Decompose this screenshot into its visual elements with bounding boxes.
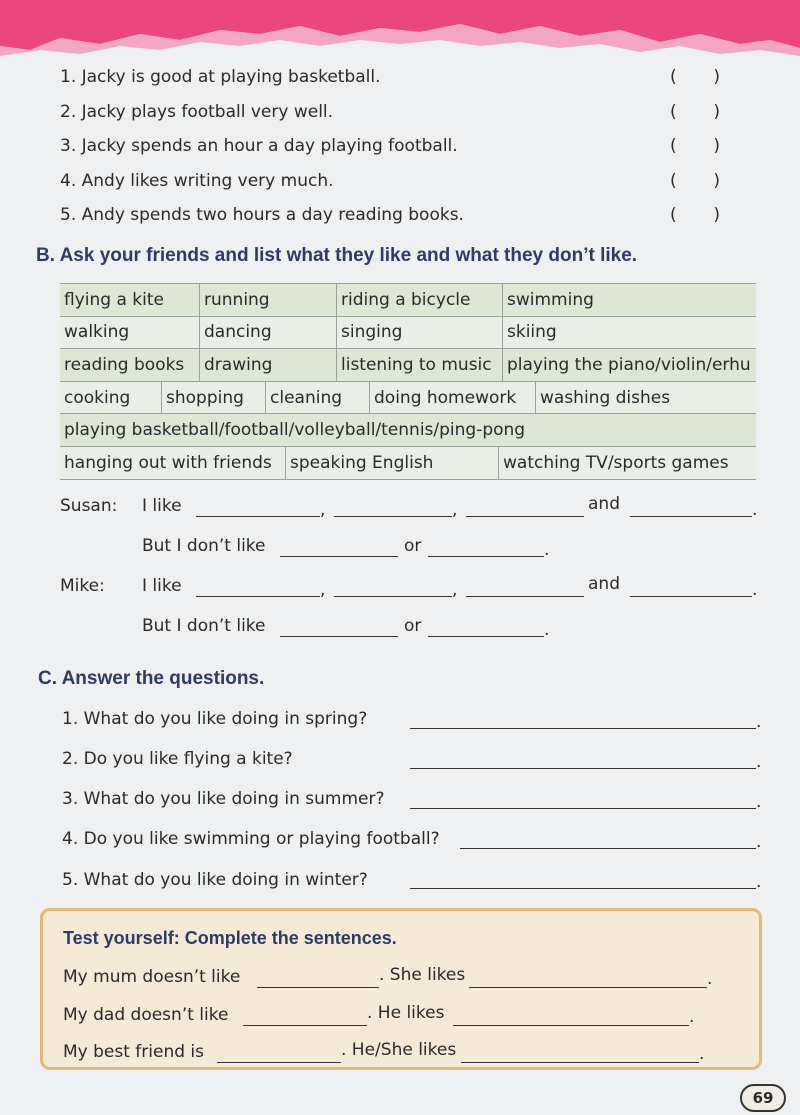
statement-row xyxy=(60,95,720,130)
answer-bracket[interactable]: ( ) xyxy=(670,101,720,122)
blank-line[interactable] xyxy=(630,596,752,597)
table-row xyxy=(60,414,756,447)
table-cell: doing homework xyxy=(370,382,536,414)
table-row xyxy=(60,349,756,382)
or-label: or xyxy=(404,616,422,636)
table-cell: cooking xyxy=(60,382,162,414)
table-cell: shopping xyxy=(162,382,266,414)
period: . xyxy=(544,540,550,560)
table-cell: playing basketball/football/volleyball/tennis/ping-pong xyxy=(64,420,526,441)
table-row xyxy=(60,317,756,350)
speaker-mike: Mike: xyxy=(60,576,105,596)
period: . xyxy=(756,832,762,852)
table-cell: hanging out with friends xyxy=(60,447,286,479)
sentence-mid: . He likes xyxy=(367,1003,445,1023)
answer-line[interactable] xyxy=(460,848,756,849)
table-cell: playing the piano/violin/erhu xyxy=(507,354,751,375)
blank-line[interactable] xyxy=(428,556,544,557)
activity-table xyxy=(60,283,756,480)
but-dont-like-label: But I don’t like xyxy=(142,616,266,636)
table-cell: walking xyxy=(60,317,200,349)
table-row xyxy=(60,447,756,480)
table-cell: speaking English xyxy=(286,447,499,479)
period: . xyxy=(756,752,762,772)
sentence-start: My dad doesn’t like xyxy=(63,1005,229,1025)
statement-row xyxy=(60,129,720,164)
question-text: 3. What do you like doing in summer? xyxy=(62,789,385,809)
comma: , xyxy=(320,500,326,520)
table-cell: cleaning xyxy=(266,382,370,414)
test-yourself-title: Test yourself: Complete the sentences. xyxy=(63,928,397,948)
blank-line[interactable] xyxy=(334,516,452,517)
table-cell: skiing xyxy=(507,322,557,343)
section-b-title: B. Ask your friends and list what they like and what they don’t like. xyxy=(36,245,638,266)
period: . xyxy=(699,1044,705,1064)
table-cell: swimming xyxy=(507,289,594,310)
blank-line[interactable] xyxy=(469,987,707,988)
and-label: and xyxy=(588,494,620,514)
but-dont-like-label: But I don’t like xyxy=(142,536,266,556)
sentence-mid: . She likes xyxy=(379,965,466,985)
table-cell: running xyxy=(200,284,337,316)
test-yourself-box xyxy=(40,908,762,1070)
statement-row xyxy=(60,164,720,199)
question-text: 2. Do you like flying a kite? xyxy=(62,749,293,769)
page-number: 69 xyxy=(740,1084,786,1112)
blank-line[interactable] xyxy=(466,516,584,517)
comma: , xyxy=(452,500,458,520)
answer-line[interactable] xyxy=(410,768,756,769)
blank-line[interactable] xyxy=(257,987,379,988)
blank-line[interactable] xyxy=(280,636,398,637)
table-cell: riding a bicycle xyxy=(337,284,503,316)
table-cell: flying a kite xyxy=(60,284,200,316)
table-row xyxy=(60,382,756,415)
question-text: 5. What do you like doing in winter? xyxy=(62,870,368,890)
period: . xyxy=(756,792,762,812)
and-label: and xyxy=(588,574,620,594)
comma: , xyxy=(320,580,326,600)
blank-line[interactable] xyxy=(334,596,452,597)
table-row xyxy=(60,284,756,317)
question-text: 1. What do you like doing in spring? xyxy=(62,709,368,729)
table-cell: drawing xyxy=(200,349,337,381)
table-cell: singing xyxy=(337,317,503,349)
blank-line[interactable] xyxy=(243,1025,367,1026)
statement-text: 3. Jacky spends an hour a day playing football. xyxy=(60,136,458,157)
statement-text: 2. Jacky plays football very well. xyxy=(60,101,334,122)
statement-row xyxy=(60,60,720,95)
answer-line[interactable] xyxy=(410,888,756,889)
blank-line[interactable] xyxy=(466,596,584,597)
period: . xyxy=(756,872,762,892)
table-cell: dancing xyxy=(200,317,337,349)
question-text: 4. Do you like swimming or playing football? xyxy=(62,829,440,849)
answer-bracket[interactable]: ( ) xyxy=(670,67,720,88)
answer-bracket[interactable]: ( ) xyxy=(670,136,720,157)
table-cell: listening to music xyxy=(337,349,503,381)
or-label: or xyxy=(404,536,422,556)
comma: , xyxy=(452,580,458,600)
sentence-mid: . He/She likes xyxy=(341,1040,457,1060)
answer-bracket[interactable]: ( ) xyxy=(670,205,720,226)
blank-line[interactable] xyxy=(630,516,752,517)
statement-text: 4. Andy likes writing very much. xyxy=(60,170,334,191)
section-c-title: C. Answer the questions. xyxy=(38,668,265,689)
sentence-start: My best friend is xyxy=(63,1042,205,1062)
period: . xyxy=(707,969,713,989)
period: . xyxy=(752,580,758,600)
blank-line[interactable] xyxy=(196,516,320,517)
statement-text: 1. Jacky is good at playing basketball. xyxy=(60,67,381,88)
statement-row xyxy=(60,198,720,233)
answer-line[interactable] xyxy=(410,728,756,729)
blank-line[interactable] xyxy=(453,1025,689,1026)
table-cell: reading books xyxy=(60,349,200,381)
true-false-list xyxy=(60,60,720,233)
statement-text: 5. Andy spends two hours a day reading books. xyxy=(60,205,464,226)
blank-line[interactable] xyxy=(280,556,398,557)
period: . xyxy=(544,620,550,640)
blank-line[interactable] xyxy=(196,596,320,597)
answer-bracket[interactable]: ( ) xyxy=(670,170,720,191)
i-like-label: I like xyxy=(142,496,182,516)
period: . xyxy=(756,712,762,732)
speaker-susan: Susan: xyxy=(60,496,118,516)
answer-line[interactable] xyxy=(410,808,756,809)
period: . xyxy=(752,500,758,520)
i-like-label: I like xyxy=(142,576,182,596)
blank-line[interactable] xyxy=(217,1062,341,1063)
sentence-start: My mum doesn’t like xyxy=(63,967,241,987)
blank-line[interactable] xyxy=(461,1062,699,1063)
table-cell: watching TV/sports games xyxy=(503,452,729,473)
blank-line[interactable] xyxy=(428,636,544,637)
period: . xyxy=(689,1007,695,1027)
table-cell: washing dishes xyxy=(540,387,671,408)
